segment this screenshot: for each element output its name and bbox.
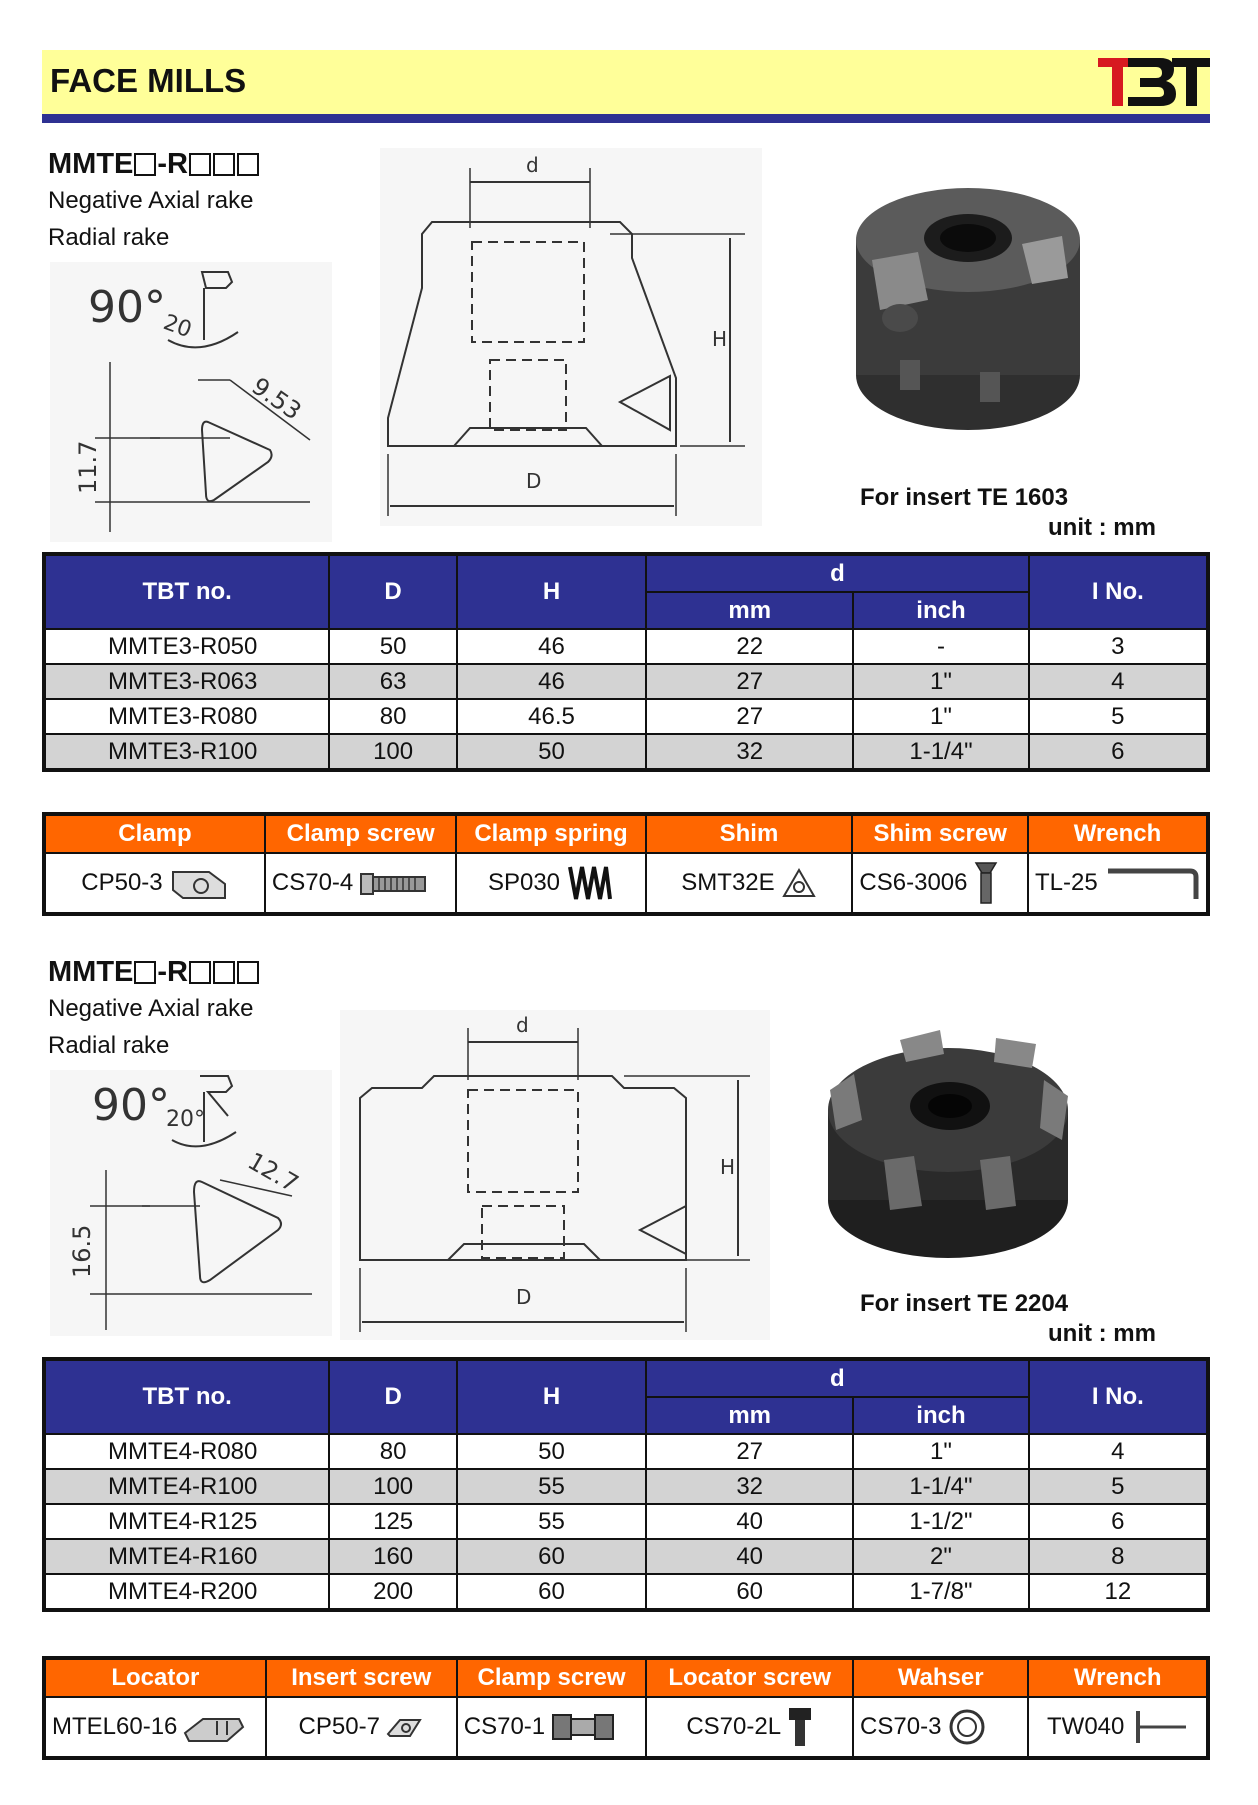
col-header-insert-count: I No. bbox=[1029, 554, 1208, 629]
acc-cell bbox=[266, 1697, 457, 1758]
cell-mm: 32 bbox=[646, 734, 853, 770]
acc-cell bbox=[852, 853, 1028, 914]
cell-insert-count: 8 bbox=[1029, 1539, 1208, 1574]
lead-angle-label: 90° bbox=[92, 1080, 170, 1131]
cell-d-outer: 50 bbox=[329, 629, 457, 664]
table-row bbox=[44, 1434, 1208, 1469]
col-header-tbt-no: TBT no. bbox=[44, 1359, 329, 1434]
cell-mm: 32 bbox=[646, 1469, 853, 1504]
table-row bbox=[44, 664, 1208, 699]
cell-mm: 60 bbox=[646, 1574, 853, 1610]
acc-cell bbox=[1028, 1697, 1208, 1758]
unit-note: unit : mm bbox=[1048, 514, 1156, 541]
col-header-h: H bbox=[457, 554, 646, 629]
part-number: TL-25 bbox=[1034, 869, 1098, 896]
cell-inch: 1" bbox=[853, 1434, 1028, 1469]
rake-axial: Negative Axial rake bbox=[48, 995, 254, 1022]
cell-insert-count: 3 bbox=[1029, 629, 1208, 664]
insert-size-label: 9.53 bbox=[246, 371, 307, 426]
lead-angle-label: 90° bbox=[88, 282, 166, 333]
cell-inch: 1-1/2" bbox=[853, 1504, 1028, 1539]
table-row bbox=[44, 1504, 1208, 1539]
washer-icon bbox=[947, 1707, 987, 1747]
acc-header-clamp-screw: Clamp screw bbox=[265, 814, 457, 853]
shim-icon bbox=[781, 867, 817, 899]
cell-h: 60 bbox=[457, 1574, 646, 1610]
col-header-mm: mm bbox=[646, 1397, 853, 1434]
acc-cell bbox=[853, 1697, 1028, 1758]
part-number: TW040 bbox=[1047, 1713, 1125, 1740]
cutter-dimension-drawing bbox=[340, 1010, 770, 1340]
table-row bbox=[44, 734, 1208, 770]
part-number: MTEL60-16 bbox=[52, 1713, 178, 1740]
cell-d-outer: 125 bbox=[329, 1504, 457, 1539]
cell-insert-count: 6 bbox=[1029, 1504, 1208, 1539]
col-header-h: H bbox=[457, 1359, 646, 1434]
cell-insert-count: 5 bbox=[1029, 1469, 1208, 1504]
cell-mm: 40 bbox=[646, 1504, 853, 1539]
cell-d-outer: 63 bbox=[329, 664, 457, 699]
insert-note: For insert TE 2204 bbox=[860, 1290, 1069, 1317]
cell-tbt-no: MMTE4-R200 bbox=[44, 1574, 329, 1610]
acc-cell bbox=[646, 1697, 853, 1758]
screw-icon bbox=[359, 868, 429, 898]
rake-radial: Radial rake bbox=[48, 224, 170, 251]
cell-inch: 1" bbox=[853, 664, 1028, 699]
cell-tbt-no: MMTE3-R063 bbox=[44, 664, 329, 699]
locator-icon bbox=[183, 1709, 245, 1745]
acc-cell bbox=[44, 853, 265, 914]
cell-tbt-no: MMTE4-R080 bbox=[44, 1434, 329, 1469]
spec-table bbox=[42, 1357, 1210, 1612]
part-number: SP030 bbox=[487, 869, 561, 896]
spring-icon bbox=[566, 863, 614, 903]
cell-tbt-no: MMTE3-R080 bbox=[44, 699, 329, 734]
cell-d-outer: 80 bbox=[329, 1434, 457, 1469]
table-row bbox=[44, 1539, 1208, 1574]
acc-header-wrench: Wrench bbox=[1028, 814, 1208, 853]
col-header-inch: inch bbox=[853, 1397, 1028, 1434]
cell-mm: 40 bbox=[646, 1539, 853, 1574]
cell-inch: 1-7/8" bbox=[853, 1574, 1028, 1610]
cutter-photo bbox=[810, 1010, 1090, 1280]
cell-mm: 22 bbox=[646, 629, 853, 664]
part-number: CS6-3006 bbox=[859, 869, 968, 896]
acc-header-locator: Locator bbox=[44, 1658, 266, 1697]
cell-tbt-no: MMTE4-R100 bbox=[44, 1469, 329, 1504]
cell-insert-count: 4 bbox=[1029, 664, 1208, 699]
cell-tbt-no: MMTE4-R160 bbox=[44, 1539, 329, 1574]
cell-inch: 2" bbox=[853, 1539, 1028, 1574]
cell-d-outer: 100 bbox=[329, 734, 457, 770]
table-row bbox=[44, 1469, 1208, 1504]
part-number: CS70-3 bbox=[860, 1713, 942, 1740]
cell-h: 46.5 bbox=[457, 699, 646, 734]
cutter-photo bbox=[840, 160, 1100, 460]
part-number: CS70-2L bbox=[686, 1713, 782, 1740]
cell-tbt-no: MMTE4-R125 bbox=[44, 1504, 329, 1539]
cell-h: 46 bbox=[457, 664, 646, 699]
cell-mm: 27 bbox=[646, 1434, 853, 1469]
cell-insert-count: 12 bbox=[1029, 1574, 1208, 1610]
shim-screw-icon bbox=[974, 861, 998, 905]
cell-h: 50 bbox=[457, 734, 646, 770]
cell-d-outer: 160 bbox=[329, 1539, 457, 1574]
acc-header-wrench: Wrench bbox=[1028, 1658, 1208, 1697]
rake-axial: Negative Axial rake bbox=[48, 187, 254, 214]
col-header-inch: inch bbox=[853, 592, 1028, 629]
table-row bbox=[44, 629, 1208, 664]
acc-cell bbox=[44, 1697, 266, 1758]
acc-header-clamp-spring: Clamp spring bbox=[456, 814, 645, 853]
cell-mm: 27 bbox=[646, 664, 853, 699]
acc-cell bbox=[1028, 853, 1208, 914]
acc-header-shim-screw: Shim screw bbox=[852, 814, 1028, 853]
cell-inch: - bbox=[853, 629, 1028, 664]
acc-cell bbox=[457, 1697, 647, 1758]
acc-header-insert-screw: Insert screw bbox=[266, 1658, 457, 1697]
t-wrench-icon bbox=[1130, 1707, 1188, 1747]
acc-cell bbox=[646, 853, 853, 914]
cell-h: 55 bbox=[457, 1504, 646, 1539]
col-header-insert-count: I No. bbox=[1029, 1359, 1208, 1434]
accessories-table bbox=[42, 812, 1210, 916]
part-number: SMT32E bbox=[681, 869, 775, 896]
cell-d-outer: 200 bbox=[329, 1574, 457, 1610]
cell-h: 60 bbox=[457, 1539, 646, 1574]
accessories-table bbox=[42, 1656, 1210, 1760]
screw-icon bbox=[551, 1711, 617, 1743]
cell-h: 46 bbox=[457, 629, 646, 664]
locator-screw-icon bbox=[787, 1706, 813, 1748]
bore-dim-label: d bbox=[526, 153, 539, 177]
model-title: MMTE -R bbox=[48, 148, 260, 181]
acc-header-washer: Wahser bbox=[853, 1658, 1028, 1697]
unit-note: unit : mm bbox=[1048, 1320, 1156, 1347]
insert-geometry-diagram bbox=[50, 262, 332, 542]
part-number: CS70-4 bbox=[271, 869, 354, 896]
acc-header-locator-screw: Locator screw bbox=[646, 1658, 853, 1697]
cell-d-outer: 100 bbox=[329, 1469, 457, 1504]
insert-size-label: 12.7 bbox=[243, 1146, 304, 1198]
diameter-dim-label: D bbox=[526, 469, 542, 493]
insert-geometry-diagram bbox=[50, 1070, 332, 1336]
height-dim-label: H bbox=[720, 1155, 736, 1179]
col-header-tbt-no: TBT no. bbox=[44, 554, 329, 629]
diameter-dim-label: D bbox=[516, 1285, 532, 1309]
acc-header-shim: Shim bbox=[646, 814, 853, 853]
acc-cell bbox=[265, 853, 457, 914]
part-number: CS70-1 bbox=[463, 1713, 546, 1740]
bore-dim-label: d bbox=[516, 1013, 529, 1037]
axial-angle-label: 20° bbox=[166, 1107, 205, 1132]
cell-inch: 1-1/4" bbox=[853, 1469, 1028, 1504]
col-header-d-outer: D bbox=[329, 1359, 457, 1434]
cell-mm: 27 bbox=[646, 699, 853, 734]
rake-radial: Radial rake bbox=[48, 1032, 170, 1059]
cell-tbt-no: MMTE3-R100 bbox=[44, 734, 329, 770]
spec-table bbox=[42, 552, 1210, 772]
col-header-mm: mm bbox=[646, 592, 853, 629]
cutter-dimension-drawing bbox=[380, 148, 762, 526]
cell-inch: 1" bbox=[853, 699, 1028, 734]
table-row bbox=[44, 1574, 1208, 1610]
clamp-icon bbox=[169, 864, 229, 902]
part-number: CP50-7 bbox=[298, 1713, 380, 1740]
wrench-icon bbox=[1104, 863, 1200, 903]
col-header-d-outer: D bbox=[329, 554, 457, 629]
insert-note: For insert TE 1603 bbox=[860, 484, 1069, 511]
brand-logo bbox=[1098, 56, 1210, 110]
height-dim-label: H bbox=[712, 327, 728, 351]
cell-tbt-no: MMTE3-R050 bbox=[44, 629, 329, 664]
cell-insert-count: 4 bbox=[1029, 1434, 1208, 1469]
model-title: MMTE -R bbox=[48, 956, 260, 989]
cell-insert-count: 6 bbox=[1029, 734, 1208, 770]
insert-height-label: 11.7 bbox=[74, 440, 102, 494]
cell-inch: 1-1/4" bbox=[853, 734, 1028, 770]
acc-header-clamp-screw: Clamp screw bbox=[457, 1658, 647, 1697]
page-title: FACE MILLS bbox=[50, 62, 247, 99]
axial-angle-label: 20 bbox=[159, 310, 195, 344]
col-header-d-bore: d bbox=[646, 1359, 1029, 1397]
cell-h: 55 bbox=[457, 1469, 646, 1504]
col-header-d-bore: d bbox=[646, 554, 1029, 592]
insert-screw-icon bbox=[386, 1712, 424, 1742]
acc-cell bbox=[456, 853, 645, 914]
insert-height-label: 16.5 bbox=[68, 1224, 96, 1278]
header-rule bbox=[42, 114, 1210, 123]
cell-h: 50 bbox=[457, 1434, 646, 1469]
acc-header-clamp: Clamp bbox=[44, 814, 265, 853]
part-number: CP50-3 bbox=[81, 869, 163, 896]
table-row bbox=[44, 699, 1208, 734]
cell-insert-count: 5 bbox=[1029, 699, 1208, 734]
cell-d-outer: 80 bbox=[329, 699, 457, 734]
